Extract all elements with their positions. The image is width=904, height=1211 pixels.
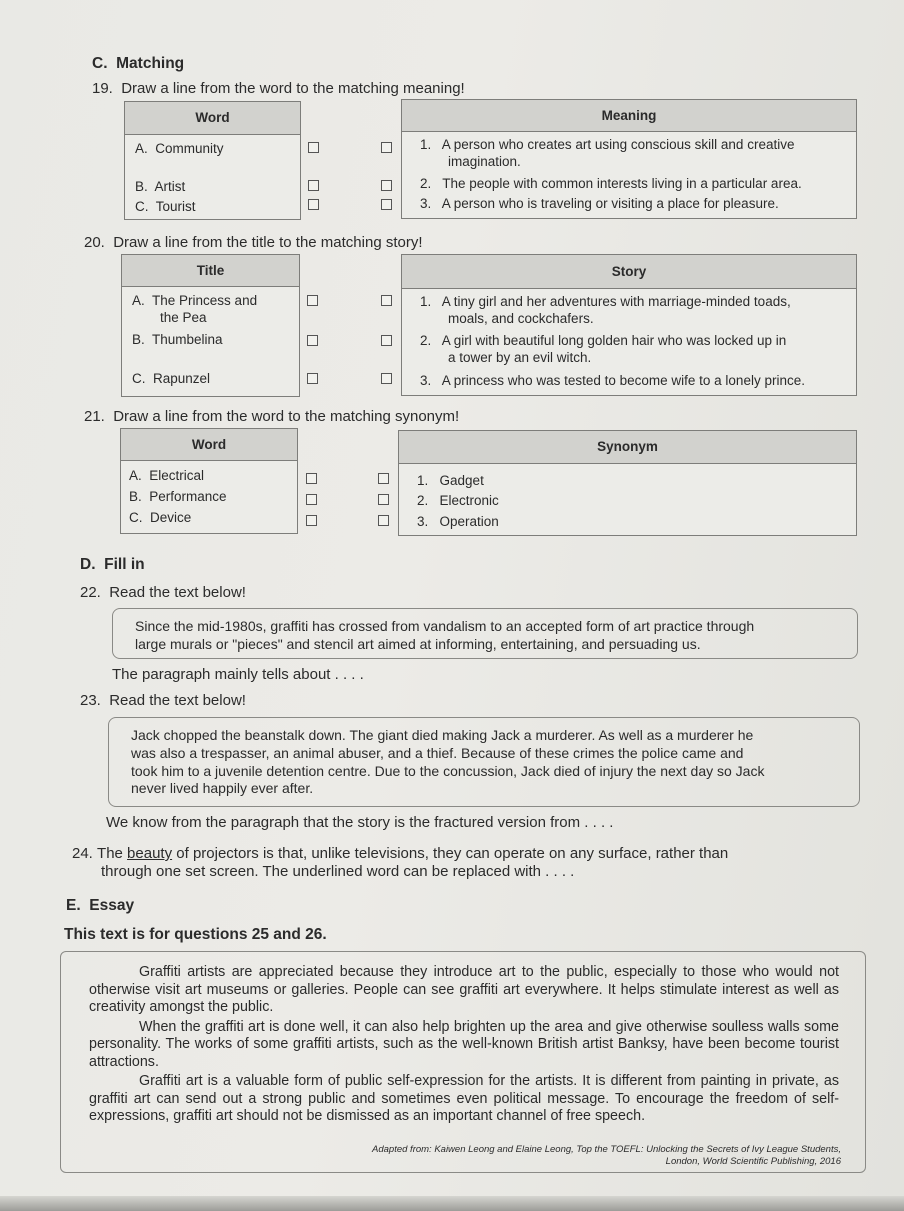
match-box[interactable]: [307, 373, 318, 384]
instruction-text: Draw a line from the word to the matching synonym!: [113, 408, 460, 425]
passage-line: Jack chopped the beanstalk down. The giant died making Jack a murderer. As well as a murderer he: [131, 727, 754, 743]
passage-line: large murals or "pieces" and stencil art aimed at informing, entertaining, and persuading us.: [135, 636, 701, 652]
match-box[interactable]: [381, 199, 392, 210]
table-header: Word: [121, 429, 297, 461]
q21-instruction: [84, 408, 459, 425]
word-item: C. Tourist: [135, 199, 196, 214]
q21-synonym-table: [398, 430, 857, 536]
underlined-word: beauty: [127, 845, 173, 862]
word-item: B. Artist: [135, 179, 186, 194]
section-e-heading: [66, 897, 134, 915]
title-item: C. Rapunzel: [132, 371, 211, 386]
match-box[interactable]: [381, 180, 392, 191]
q19-word-table: [124, 101, 301, 220]
q24-question-line2: through one set screen. The underlined word can be replaced with . . . .: [101, 863, 575, 880]
section-label: E.: [66, 897, 81, 914]
passage-line: took him to a juvenile detention centre. Due to the concussion, Jack died of injury the next day so Jack: [131, 763, 765, 779]
synonym-item: 3. Operation: [417, 514, 499, 529]
section-title: Fill in: [104, 556, 145, 573]
story-item: 1. A tiny girl and her adventures with marriage-minded toads, moals, and cockchafers.: [420, 294, 791, 326]
instruction-text: Draw a line from the title to the matching story!: [113, 234, 423, 251]
synonym-item: 1. Gadget: [417, 473, 484, 488]
q23-question: We know from the paragraph that the story is the fractured version from . . . .: [106, 814, 614, 831]
meaning-item: 2. The people with common interests living in a particular area.: [420, 176, 802, 191]
instruction-text: Draw a line from the word to the matching meaning!: [121, 80, 465, 97]
q20-instruction: [84, 234, 423, 251]
q19-meaning-table: [401, 99, 857, 219]
word-item: A. Electrical: [129, 468, 205, 483]
question-number: 23.: [80, 692, 101, 709]
word-item: B. Performance: [129, 489, 227, 504]
synonym-item: 2. Electronic: [417, 493, 499, 508]
q22-passage-box: [112, 608, 858, 659]
meaning-item: 3. A person who is traveling or visiting a place for pleasure.: [420, 196, 779, 211]
question-number: 21.: [84, 408, 105, 425]
q23-instruction: [80, 692, 246, 709]
essay-paragraph: Graffiti art is a valuable form of public self-expression for the artists. It is different from painting in private, as graffiti art can send out a strong public and sometimes even political message. To encourage the freedom of self-expressions, graffiti art should not be dismissed as an important channel of free speech.: [89, 1073, 840, 1124]
essay-passage-box: [60, 951, 866, 1173]
section-c-heading: [92, 55, 184, 73]
essay-intro: This text is for questions 25 and 26.: [64, 926, 327, 943]
section-title: Essay: [89, 897, 135, 914]
q20-title-table: [121, 254, 300, 397]
section-title: Matching: [116, 55, 185, 72]
word-item: A. Community: [135, 141, 224, 156]
meaning-item: 1. A person who creates art using conscious skill and creative imagination.: [420, 137, 795, 169]
passage-line: was also a trespasser, an animal abuser, and a thief. Because of these crimes the police came and: [131, 745, 744, 761]
q19-instruction: [92, 80, 465, 97]
section-d-heading: [80, 556, 145, 574]
section-label: D.: [80, 556, 96, 573]
match-box[interactable]: [308, 199, 319, 210]
table-header: Synonym: [399, 431, 856, 464]
question-number: 24.: [72, 845, 93, 862]
page-edge-shadow: [0, 1196, 904, 1211]
essay-paragraph: Graffiti artists are appreciated because they introduce art to the public, especially to those who would not otherwise visit art museums or galleries. People can see graffiti art everywhere. It helps stimulate interest as well as creativity amongst the public.: [89, 964, 839, 1015]
q20-story-table: [401, 254, 857, 396]
q21-word-table: [120, 428, 298, 534]
q22-instruction: [80, 584, 246, 601]
match-box[interactable]: [381, 373, 392, 384]
table-header: Meaning: [402, 100, 856, 132]
match-box[interactable]: [306, 494, 317, 505]
instruction-text: Read the text below!: [109, 692, 246, 709]
match-box[interactable]: [378, 494, 389, 505]
match-box[interactable]: [378, 473, 389, 484]
story-item: 3. A princess who was tested to become wife to a lonely prince.: [420, 373, 805, 388]
title-item: B. Thumbelina: [132, 332, 223, 347]
source-citation: Adapted from: Kaiwen Leong and Elaine Leong, Top the TOEFL: Unlocking the Secrets of Ivy League Students, London, World Scientific Publishing, 2016: [372, 1144, 841, 1167]
match-box[interactable]: [308, 142, 319, 153]
match-box[interactable]: [381, 142, 392, 153]
match-box[interactable]: [307, 295, 318, 306]
q24-question: 24. The beauty of projectors is that, unlike televisions, they can operate on any surface, rather than: [72, 845, 729, 862]
word-item: C. Device: [129, 510, 192, 525]
match-box[interactable]: [381, 295, 392, 306]
q23-passage-box: [108, 717, 860, 807]
match-box[interactable]: [306, 515, 317, 526]
question-number: 20.: [84, 234, 105, 251]
question-number: 22.: [80, 584, 101, 601]
match-box[interactable]: [381, 335, 392, 346]
essay-paragraph: When the graffiti art is done well, it can also help brighten up the area and give otherwise soulless walls some personality. The works of some graffiti artists, such as the well-known British artist Banksy, have been become tourist attractions.: [89, 1018, 839, 1070]
match-box[interactable]: [307, 335, 318, 346]
q22-question: The paragraph mainly tells about . . . .: [112, 666, 364, 683]
passage-line: never lived happily ever after.: [131, 780, 314, 796]
essay-body: [89, 964, 839, 1126]
match-box[interactable]: [378, 515, 389, 526]
match-box[interactable]: [306, 473, 317, 484]
section-label: C.: [92, 55, 108, 72]
table-header: Title: [122, 255, 299, 287]
passage-line: Since the mid-1980s, graffiti has crossed from vandalism to an accepted form of art practice through: [135, 618, 755, 634]
table-header: Word: [125, 102, 300, 135]
match-box[interactable]: [308, 180, 319, 191]
instruction-text: Read the text below!: [109, 584, 246, 601]
story-item: 2. A girl with beautiful long golden hair who was locked up in a tower by an evil witch.: [420, 333, 787, 365]
title-item: A. The Princess and the Pea: [132, 293, 258, 325]
table-header: Story: [402, 255, 856, 289]
question-number: 19.: [92, 80, 113, 97]
